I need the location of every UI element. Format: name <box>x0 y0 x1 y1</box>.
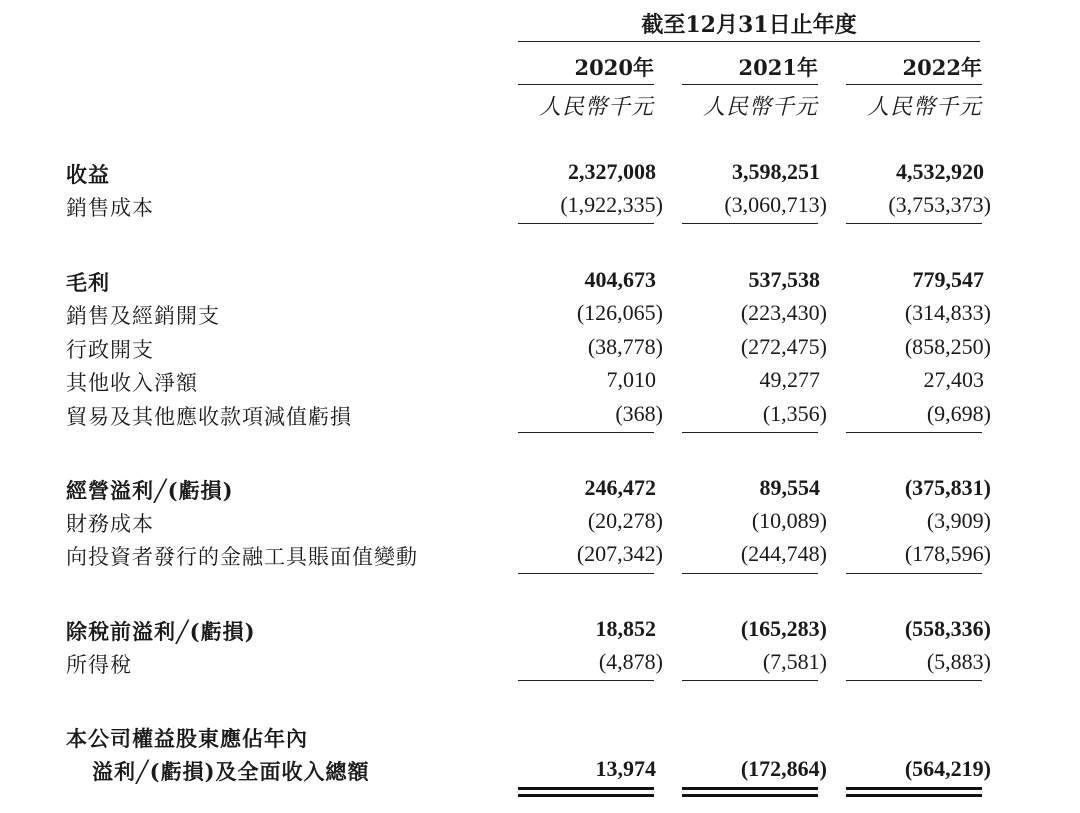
cost-of-sales-2022: (3,753,373) <box>888 192 991 217</box>
row-label-revenue: 收益 <box>66 162 110 187</box>
subtotal-rule <box>846 680 982 681</box>
row-label-attributable-heading: 本公司權益股東應佔年內 <box>66 726 308 751</box>
unit-2022: 人民幣千元 <box>866 95 982 120</box>
total-double-rule <box>518 787 654 790</box>
income-tax-2021: (7,581) <box>762 649 827 674</box>
header-rule <box>518 41 980 42</box>
total-double-rule <box>846 787 982 790</box>
year-rule-2022 <box>846 84 982 85</box>
carrying-amount-change-2020: (207,342) <box>576 541 663 566</box>
total-comprehensive-income-2020: 13,974 <box>595 756 656 781</box>
unit-2020: 人民幣千元 <box>538 95 654 120</box>
admin-expenses-2021: (272,475) <box>740 334 827 359</box>
cost-of-sales-2020: (1,922,335) <box>560 192 663 217</box>
subtotal-rule <box>846 573 982 574</box>
profit-before-tax-2021: (165,283) <box>740 616 827 641</box>
year-rule-2021 <box>682 84 818 85</box>
row-label-carrying-amount-change: 向投資者發行的金融工具賬面值變動 <box>66 545 418 569</box>
row-label-other-income: 其他收入淨額 <box>66 371 198 395</box>
row-label-operating-profit: 經營溢利╱(虧損) <box>66 478 234 503</box>
total-double-rule <box>518 794 654 797</box>
operating-profit-2020: 246,472 <box>584 475 656 500</box>
row-label-finance-costs: 財務成本 <box>66 512 154 536</box>
total-double-rule <box>682 787 818 790</box>
unit-2021: 人民幣千元 <box>702 95 818 120</box>
revenue-2021: 3,598,251 <box>732 159 820 184</box>
finance-costs-2021: (10,089) <box>751 508 827 533</box>
row-label-impairment-loss: 貿易及其他應收款項減值虧損 <box>66 405 352 429</box>
profit-before-tax-2020: 18,852 <box>595 616 656 641</box>
total-double-rule <box>682 794 818 797</box>
total-comprehensive-income-2022: (564,219) <box>904 756 991 781</box>
carrying-amount-change-2022: (178,596) <box>904 541 991 566</box>
revenue-2022: 4,532,920 <box>896 159 984 184</box>
year-rule-2020 <box>518 84 654 85</box>
impairment-loss-2021: (1,356) <box>762 401 827 426</box>
subtotal-rule <box>846 223 982 224</box>
subtotal-rule <box>518 223 654 224</box>
row-label-cost-of-sales: 銷售成本 <box>66 196 154 220</box>
other-income-2020: 7,010 <box>606 367 656 392</box>
subtotal-rule <box>518 680 654 681</box>
operating-profit-2022: (375,831) <box>904 475 991 500</box>
operating-profit-2021: 89,554 <box>759 475 820 500</box>
row-label-admin-expenses: 行政開支 <box>66 338 154 362</box>
row-label-total-comprehensive-income: 溢利╱(虧損)及全面收入總額 <box>92 759 370 784</box>
income-tax-2020: (4,878) <box>598 649 663 674</box>
subtotal-rule <box>846 432 982 433</box>
year-2022: 2022年 <box>902 55 982 80</box>
subtotal-rule <box>682 432 818 433</box>
gross-profit-2021: 537,538 <box>748 267 820 292</box>
admin-expenses-2020: (38,778) <box>587 334 663 359</box>
subtotal-rule <box>682 223 818 224</box>
other-income-2022: 27,403 <box>923 367 984 392</box>
year-2020: 2020年 <box>574 55 654 80</box>
selling-expenses-2022: (314,833) <box>904 300 991 325</box>
impairment-loss-2020: (368) <box>615 401 663 426</box>
gross-profit-2022: 779,547 <box>912 267 984 292</box>
gross-profit-2020: 404,673 <box>584 267 656 292</box>
subtotal-rule <box>518 573 654 574</box>
profit-before-tax-2022: (558,336) <box>904 616 991 641</box>
subtotal-rule <box>682 680 818 681</box>
row-label-gross-profit: 毛利 <box>66 270 110 295</box>
other-income-2021: 49,277 <box>759 367 820 392</box>
period-header: 截至12月31日止年度 <box>641 12 857 38</box>
revenue-2020: 2,327,008 <box>568 159 656 184</box>
row-label-selling-expenses: 銷售及經銷開支 <box>66 304 220 328</box>
row-label-profit-before-tax: 除稅前溢利╱(虧損) <box>66 619 256 644</box>
income-tax-2022: (5,883) <box>926 649 991 674</box>
finance-costs-2020: (20,278) <box>587 508 663 533</box>
finance-costs-2022: (3,909) <box>926 508 991 533</box>
selling-expenses-2020: (126,065) <box>576 300 663 325</box>
carrying-amount-change-2021: (244,748) <box>740 541 827 566</box>
cost-of-sales-2021: (3,060,713) <box>724 192 827 217</box>
total-double-rule <box>846 794 982 797</box>
admin-expenses-2022: (858,250) <box>904 334 991 359</box>
selling-expenses-2021: (223,430) <box>740 300 827 325</box>
year-2021: 2021年 <box>738 55 818 80</box>
total-comprehensive-income-2021: (172,864) <box>740 756 827 781</box>
subtotal-rule <box>518 432 654 433</box>
subtotal-rule <box>682 573 818 574</box>
impairment-loss-2022: (9,698) <box>926 401 991 426</box>
row-label-income-tax: 所得稅 <box>66 653 132 677</box>
